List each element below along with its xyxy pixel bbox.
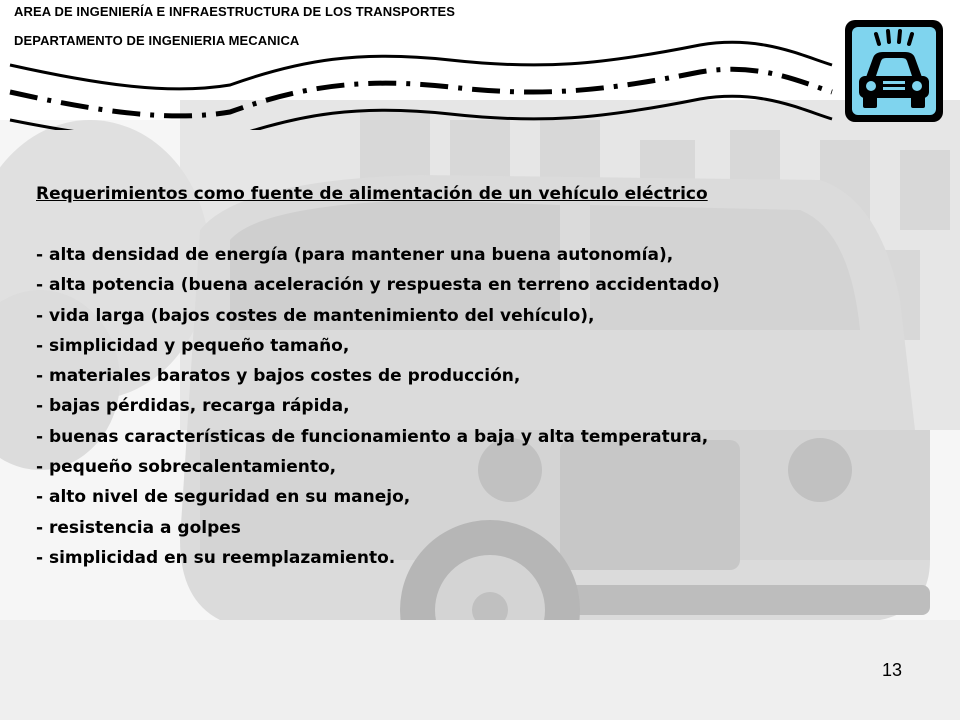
list-item: - alta potencia (buena aceleración y respuesta en terreno accidentado): [36, 275, 720, 296]
header-area-name: AREA DE INGENIERÍA E INFRAESTRUCTURA DE LOS TRANSPORTES: [14, 4, 456, 19]
page-number: 13: [881, 660, 902, 680]
list-item: - simplicidad en su reemplazamiento.: [36, 547, 396, 568]
list-item: - buenas características de funcionamiento a baja y alta temperatura,: [36, 426, 709, 447]
list-item: - bajas pérdidas, recarga rápida,: [36, 396, 350, 417]
list-item: - alto nivel de seguridad en su manejo,: [36, 487, 411, 508]
list-item: - simplicidad y pequeño tamaño,: [36, 335, 350, 356]
list-item: - resistencia a golpes: [36, 517, 241, 538]
header-department-name: DEPARTAMENTO DE INGENIERIA MECANICA: [14, 33, 300, 48]
list-item: - vida larga (bajos costes de mantenimiento del vehículo),: [36, 305, 595, 326]
list-item: - pequeño sobrecalentamiento,: [36, 457, 337, 478]
list-item: - materiales baratos y bajos costes de producción,: [36, 366, 521, 387]
list-item: - alta densidad de energía (para mantener una buena autonomía),: [36, 245, 674, 265]
road-decoration: [0, 40, 840, 130]
requirements-list: [36, 240, 720, 573]
slide-title: Requerimientos como fuente de alimentación de un vehículo eléctrico: [36, 184, 708, 204]
car-icon: [843, 18, 945, 124]
